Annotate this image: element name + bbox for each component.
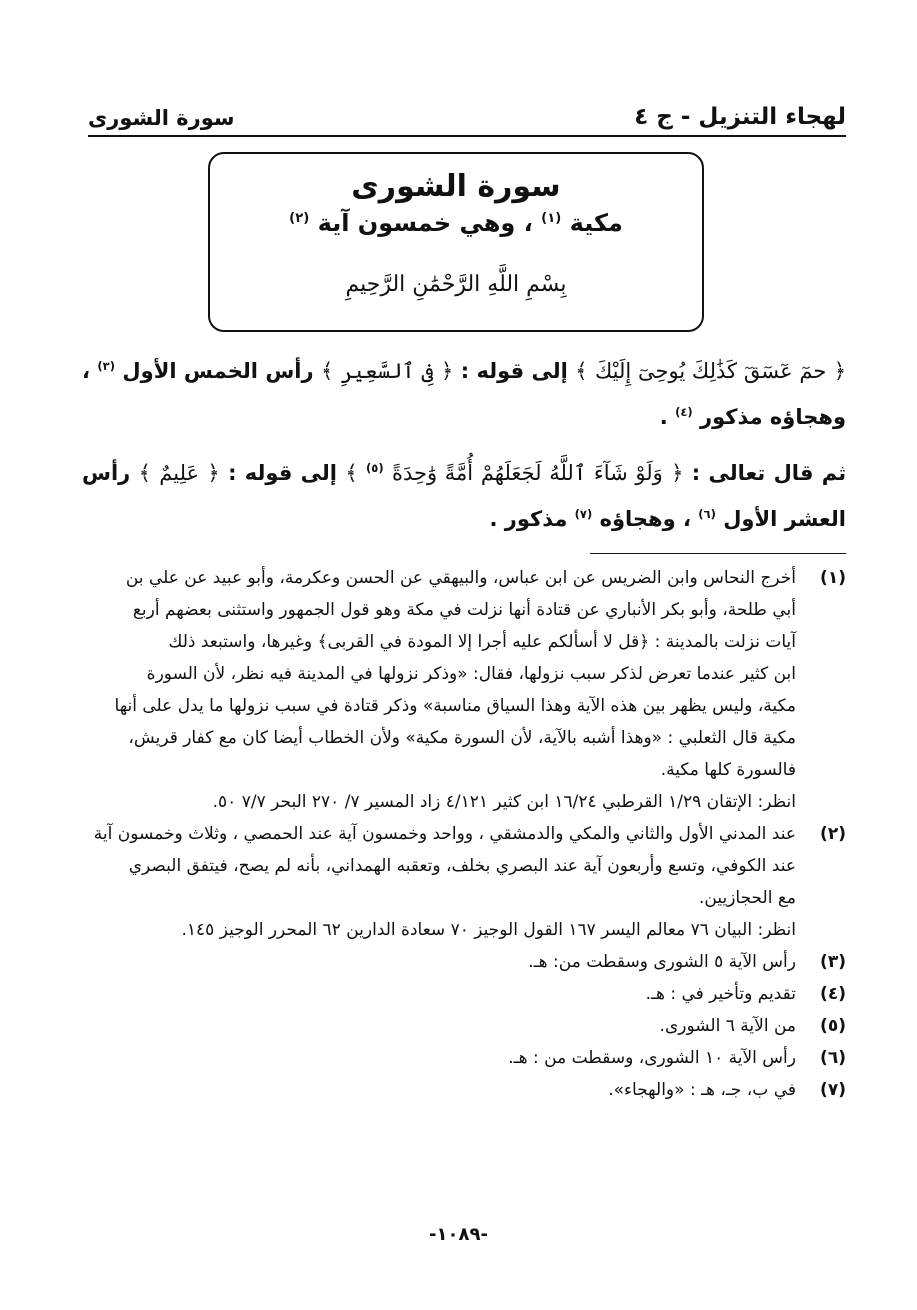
quran-verse: وَلَوْ شَآءَ ٱللَّهُ لَجَعَلَهُمْ أُمَّةً وَٰحِدَةً [391, 461, 663, 485]
hija-label: ، وهجاؤه مذكور [82, 359, 846, 429]
footnote-body [82, 978, 796, 1010]
footnote-2 [82, 818, 846, 946]
footnote-7 [82, 1074, 846, 1106]
footnote-line: في ب، جـ، هـ : «والهجاء». [608, 1080, 796, 1100]
footnote-line: رأس الآية ١٠ الشورى، وسقطت من : هـ. [508, 1048, 796, 1068]
footnote-body [82, 1074, 796, 1106]
footnote-line: فالسورة كلها مكية. [660, 760, 796, 780]
ila-qawlihi: إلى قوله : [460, 359, 568, 383]
book-title: لهجاء التنزيل - ج ٤ [634, 104, 846, 130]
footnote-line: تقديم وتأخير في : هـ. [645, 984, 796, 1004]
footnote-line: عند المدني الأول والثاني والمكي والدمشقي ، وواحد وخمسون آية عند الحمصي ، وثلاث وخمسون آية [93, 824, 796, 844]
footnote-line: مع الحجازيين. [698, 888, 796, 908]
ornament-open: ﴿ [441, 359, 454, 383]
footnote-line: عند الكوفي، وتسع وأربعون آية عند البصري بخلف، وتعقبه الهمداني، بأنه لم يصح، فيتفق البصري [128, 856, 796, 876]
basmala: بِسْمِ اللَّهِ الرَّحْمَٰنِ الرَّحِيمِ [345, 272, 567, 297]
footnotes [82, 562, 846, 1106]
footnotes-separator [590, 553, 846, 554]
footnote-number: (٧) [820, 1080, 846, 1100]
ila-qawlihi: إلى قوله : [228, 461, 337, 485]
footnote-line: ابن كثير عندما تعرض لذكر سبب نزولها، فقال: «وذكر نزولها في المدينة فيه نظر، لأن السورة [146, 664, 796, 684]
quran-verse: فِى ٱلسَّعِيرِ [340, 359, 434, 383]
footnote-6 [82, 1042, 846, 1074]
intro-phrase: ثم قال تعالى : [691, 461, 847, 485]
main-text [82, 348, 846, 552]
sentence-end: . [659, 405, 668, 429]
header-rule [88, 135, 846, 137]
footnote-number: (٢) [820, 824, 846, 844]
ras-label: رأس العشر الأول [82, 461, 846, 531]
surah-title: سورة الشورى [351, 169, 561, 204]
ornament-open: ﴿ [671, 461, 684, 485]
ornament-close: ﴾ [575, 359, 588, 383]
footnote-number: (١) [820, 568, 846, 588]
footnote-line: من الآية ٦ الشورى. [659, 1016, 796, 1036]
quran-verse: حمٓ عٓسٓقٓ كَذَٰلِكَ يُوحِىٓ إِلَيْكَ [594, 359, 827, 383]
footnote-4 [82, 978, 846, 1010]
footnote-number: (٤) [820, 984, 846, 1004]
footnote-source: انظر: الإتقان ١/٢٩ القرطبي ١٦/٢٤ ابن كثير ٤/١٢١ زاد المسير ٧/ ٢٧٠ البحر ٧/٧ ٥٠. [212, 792, 796, 812]
footnote-line: أبي طلحة، وأبو بكر الأنباري عن قتادة أنها نزلت في مكة وهو قول الجمهور واستثنى بعضهم أربع [132, 600, 796, 620]
footnote-body [82, 818, 796, 946]
surah-info [210, 206, 702, 240]
hija-label: ، وهجاؤه [599, 507, 691, 531]
ras-label: رأس الخمس الأول [122, 359, 314, 383]
surah-name-header: سورة الشورى [88, 106, 235, 130]
surah-info-verses: ، وهي خمسون آية [317, 209, 533, 237]
footnote-5 [82, 1010, 846, 1042]
ornament-close: ﴾ [321, 359, 334, 383]
footnote-number: (٥) [820, 1016, 846, 1036]
footnote-number: (٦) [820, 1048, 846, 1068]
footnote-source: انظر: البيان ٧٦ معالم اليسر ١٦٧ القول الوجيز ٧٠ سعادة الدارين ٦٢ المحرر الوجيز ١٤٥. [181, 920, 796, 940]
footnote-ref-6[interactable]: (٦) [698, 507, 716, 521]
footnote-body [82, 1010, 796, 1042]
ornament-open: ﴿ [207, 461, 220, 485]
footnote-line: آيات نزلت بالمدينة : ﴿قل لا أسألكم عليه أجرا إلا المودة في القربى﴾ وغيرها، واستبعد ذلك [168, 632, 796, 652]
running-header [88, 86, 846, 130]
footnote-ref-7[interactable]: (٧) [574, 507, 593, 521]
ornament-close: ﴾ [345, 461, 358, 485]
footnote-line: مكية، وليس يظهر بين هذه الآية وهذا السياق مناسبة» وذكر قتادة في سبب نزولها ما يدل على أنها [114, 696, 796, 716]
footnote-1 [82, 562, 846, 818]
footnote-body [82, 946, 796, 978]
quran-verse: عَلِيمٌ [159, 461, 200, 485]
footnote-ref-4[interactable]: (٤) [675, 405, 693, 419]
footnote-number: (٣) [820, 952, 846, 972]
footnote-line: مكية قال الثعلبي : «وهذا أشبه بالآية، لأن السورة مكية» ولأن الخطاب أيضا كان مع كفار قريش، [128, 728, 796, 748]
main-paragraph-1 [82, 348, 846, 440]
ornament-open: ﴿ [833, 359, 847, 383]
footnote-ref-3[interactable]: (٣) [97, 359, 116, 373]
footnote-ref-5[interactable]: (٥) [365, 461, 384, 475]
footnote-ref-1[interactable]: (١) [541, 211, 562, 226]
page-number: -١٠٨٩- [429, 1224, 488, 1245]
main-paragraph-2 [82, 450, 846, 542]
ornament-close: ﴾ [138, 461, 151, 485]
sentence-end: مذكور . [489, 507, 568, 531]
surah-info-makki: مكية [569, 209, 623, 237]
surah-title-box [208, 152, 704, 332]
footnote-line: رأس الآية ٥ الشورى وسقطت من: هـ. [528, 952, 796, 972]
footnote-3 [82, 946, 846, 978]
footnote-line: أخرج النحاس وابن الضريس عن ابن عباس، والبيهقي عن الحسن وعكرمة، وأبو عبيد عن علي بن [125, 568, 796, 588]
footnote-ref-2[interactable]: (٢) [289, 211, 310, 226]
footnote-body [82, 562, 796, 818]
footnote-body [82, 1042, 796, 1074]
